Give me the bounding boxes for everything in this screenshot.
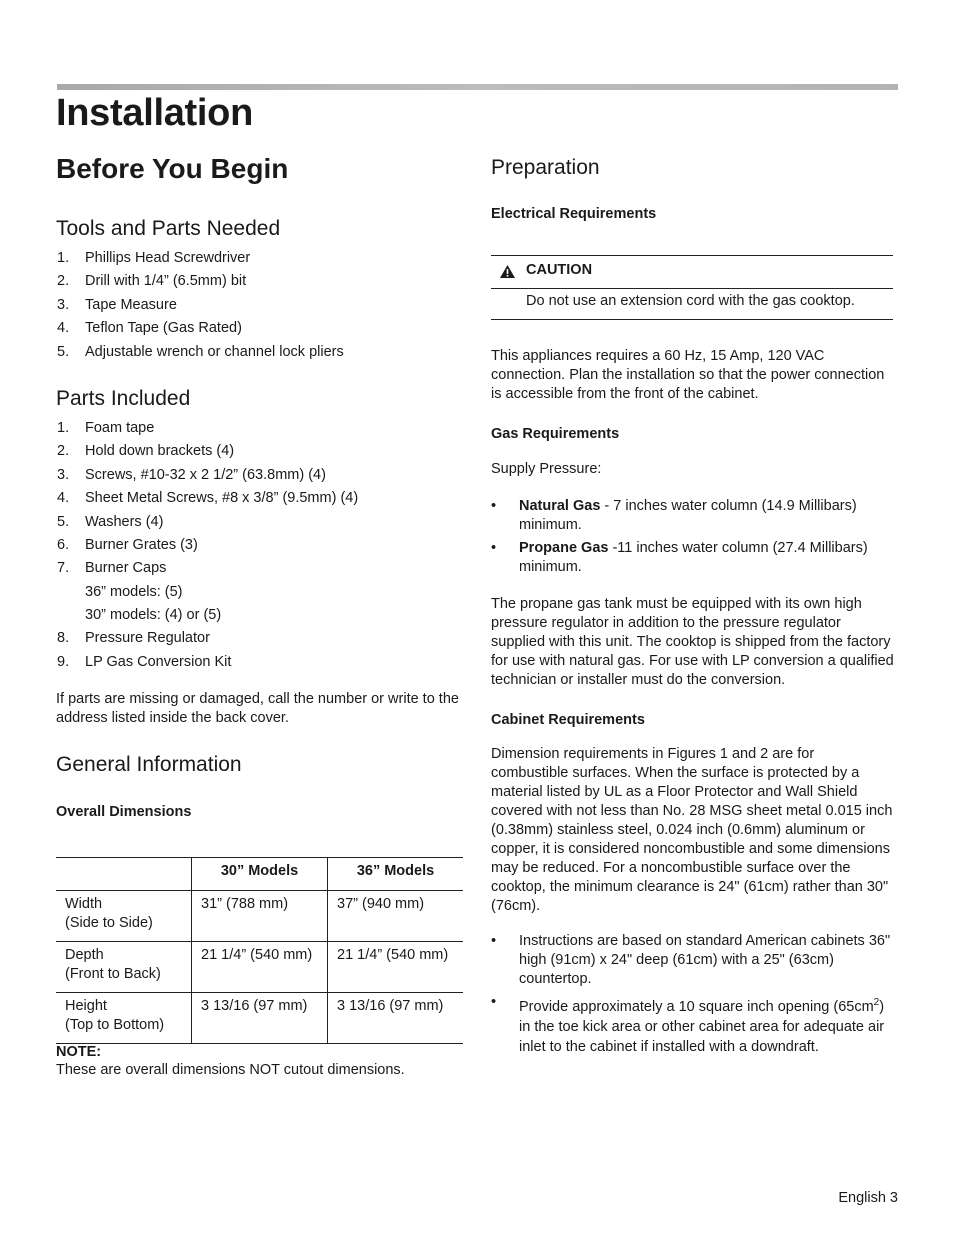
table-header-row [56,858,463,891]
table-row [56,891,463,942]
table-cell: 31” (788 mm) [192,891,328,942]
note-text: These are overall dimensions NOT cutout dimensions. [56,1062,405,1078]
table-cell: 37” (940 mm) [328,891,464,942]
page-footer: English 3 [838,1190,898,1206]
gas-requirements-heading: Gas Requirements [491,426,620,442]
table-cell: 3 13/16 (97 mm) [328,993,464,1044]
page-title: Installation [56,92,253,134]
table-header: 30” Models [192,858,328,891]
table-cell: Height (Top to Bottom) [56,993,192,1044]
supply-pressure-label: Supply Pressure: [491,461,602,477]
table-cell: Depth (Front to Back) [56,942,192,993]
cabinet-requirements-heading: Cabinet Requirements [491,712,645,728]
table-cell: Width (Side to Side) [56,891,192,942]
table-cell: 21 1/4” (540 mm) [192,942,328,993]
table-cell: 21 1/4” (540 mm) [328,942,464,993]
missing-parts-note: If parts are missing or damaged, call the number or write to the address listed inside the back cover. [56,691,459,726]
table-row [56,942,463,993]
cabinet-body: Dimension requirements in Figures 1 and 2 are for combustible surfaces. When the surface is protected by a material listed by UL as a Floor Protector and Wall Shield covered with not less than No. 28 MSG sheet metal 0.015 inch (0.38mm) stainless steel, 0.024 inch (0.6mm) aluminum or copper, it is considered noncombustible and some dimensions may be reduced. For a noncombustible surface over the cooktop, the minimum clearance is 24" (61cm) rather than 30" (76cm). [491,746,893,914]
caution-box [491,255,893,320]
table-row [56,993,463,1044]
tools-heading: Tools and Parts Needed [56,217,281,240]
caution-header [491,256,893,289]
gas-body: The propane gas tank must be equipped with its own high pressure regulator in addition to the pressure regulator supplied with this unit. The cooktop is shipped from the factory for use with natural gas. For use with LP conversion a qualified technician or installer must do the conversion. [491,596,894,688]
top-rule [57,84,898,90]
caution-label: CAUTION [526,262,593,278]
table-header: 36” Models [328,858,464,891]
electrical-body: This appliances requires a 60 Hz, 15 Amp, 120 VAC connection. Plan the installation so that the power connection is accessible from the front of the cabinet. [491,348,885,402]
preparation-heading: Preparation [491,156,600,179]
dimensions-table [56,857,463,1044]
table-cell: 3 13/16 (97 mm) [192,993,328,1044]
parts-included-heading: Parts Included [56,387,191,410]
electrical-requirements-heading: Electrical Requirements [491,206,657,222]
warning-triangle-icon [500,265,515,278]
overall-dimensions-heading: Overall Dimensions [56,804,192,820]
table-header [56,858,192,891]
general-information-heading: General Information [56,753,242,776]
caution-message: Do not use an extension cord with the gas cooktop. [526,293,855,309]
note-label: NOTE: [56,1044,102,1060]
before-you-begin-heading: Before You Begin [56,153,289,184]
